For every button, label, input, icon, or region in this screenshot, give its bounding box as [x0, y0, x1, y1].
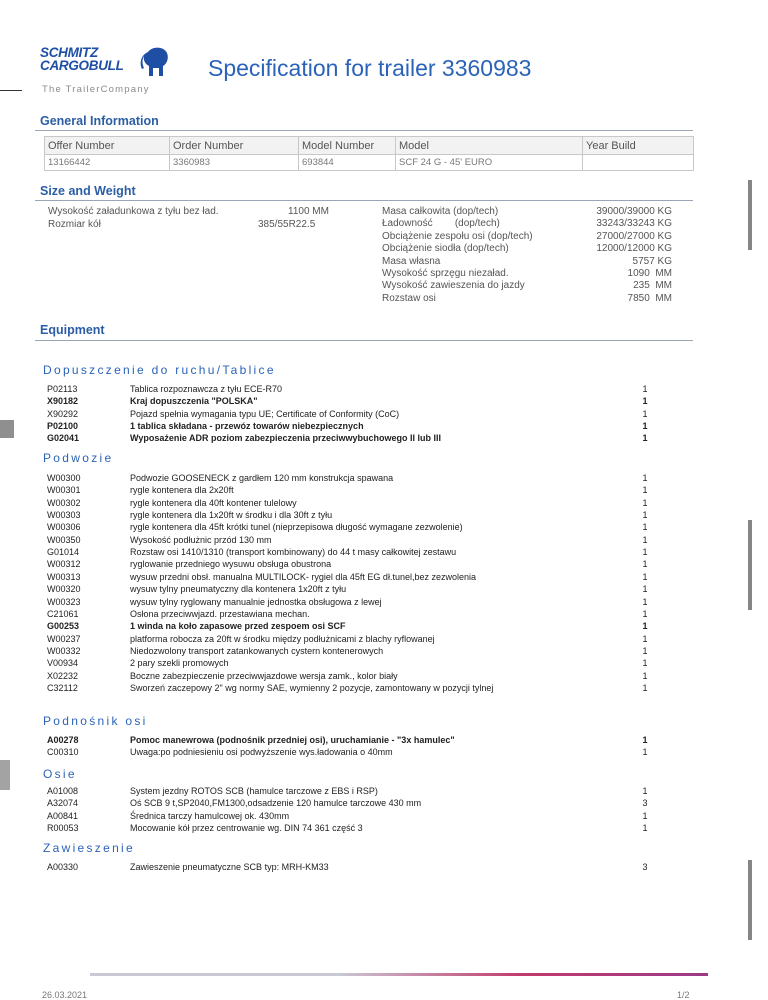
equipment-quantity: 1: [642, 823, 648, 834]
equipment-row: [0, 485, 768, 497]
column-header: Order Number: [170, 137, 299, 155]
equipment-code: C32112: [47, 682, 78, 693]
equipment-quantity: 3: [642, 862, 648, 872]
footer-date: 26.03.2021: [42, 990, 88, 1000]
equipment-quantity: 1: [642, 670, 648, 681]
scan-mark: [0, 760, 10, 790]
equipment-description: Średnica tarczy hamulcowej ok. 430mm: [130, 810, 290, 821]
equipment-quantity: 1: [642, 682, 648, 693]
year-build: [583, 155, 694, 171]
spec-label: Wysokość sprzęgu niezaład.: [382, 267, 509, 279]
equipment-description: 1 tablica składana - przewóz towarów niebezpiecznych: [130, 421, 364, 432]
column-header: Model Number: [299, 137, 396, 155]
spec-row: [382, 293, 672, 305]
equipment-row: [0, 823, 768, 835]
equipment-row: [0, 735, 768, 747]
equipment-code: A00330: [47, 862, 79, 872]
spec-label: Obciążenie siodła (dop/tech): [382, 243, 509, 255]
equipment-description: Boczne zabezpieczenie przeciwwjazdowe wersja zamk., kolor biały: [130, 670, 398, 681]
equipment-description: System jezdny ROTOS SCB (hamulce tarczowe z EBS i RSP): [130, 786, 378, 796]
equipment-description: Zawieszenie pneumatyczne SCB typ: MRH-KM33: [130, 862, 329, 872]
equipment-code: C00310: [47, 747, 79, 758]
model: SCF 24 G - 45' EURO: [396, 155, 583, 171]
equipment-description: Niedozwolony transport zatankowanych cystern kontenerowych: [130, 645, 384, 656]
offer-number: 13166442: [45, 155, 170, 171]
spec-value: 1090 MM: [627, 267, 672, 279]
spec-value: 7850 MM: [627, 292, 672, 304]
equipment-code: W00301: [47, 485, 81, 496]
section-divider: [35, 340, 693, 341]
equipment-quantity: 1: [642, 534, 648, 545]
equipment-quantity: 1: [642, 735, 648, 745]
equipment-code: A32074: [47, 798, 79, 809]
scan-mark: [0, 90, 22, 91]
order-number: 3360983: [170, 155, 299, 171]
equipment-code: A01008: [47, 786, 79, 796]
equipment-group-title: Dopuszczenie do ruchu/Tablice: [43, 363, 276, 377]
equipment-description: platforma robocza za 20ft w środku między podłużnicami z blachy ryflowanej: [130, 633, 435, 644]
equipment-quantity: 1: [642, 596, 648, 607]
equipment-group-title: Zawieszenie: [43, 841, 135, 855]
equipment-row: [0, 584, 768, 596]
scan-mark: [748, 860, 752, 940]
logo-tagline: The TrailerCompany: [42, 84, 150, 95]
section-divider: [35, 130, 693, 131]
weight-spec-list: [382, 206, 672, 305]
equipment-description: Podwozie GOOSENECK z gardłem 120 mm konstrukcja spawana: [130, 473, 394, 483]
equipment-description: Osłona przeciwwjazd. przestawiana mechan.: [130, 608, 310, 619]
equipment-row: [0, 862, 768, 874]
equipment-quantity: 3: [642, 798, 648, 809]
equipment-quantity: 1: [642, 433, 648, 444]
equipment-quantity: 1: [642, 547, 648, 558]
equipment-quantity: 1: [642, 584, 648, 595]
equipment-quantity: 1: [642, 633, 648, 644]
equipment-quantity: 1: [642, 621, 648, 632]
equipment-code: A00841: [47, 810, 79, 821]
equipment-row: [0, 634, 768, 646]
equipment-description: ryglowanie przedniego wysuwu obsługa obustrona: [130, 559, 332, 570]
equipment-quantity: 1: [642, 810, 648, 821]
spec-value: 33243/33243 KG: [596, 218, 672, 230]
equipment-row: [0, 572, 768, 584]
spec-label: Masa własna: [382, 255, 441, 267]
equipment-code: W00313: [47, 571, 81, 582]
column-header: Offer Number: [45, 137, 170, 155]
equipment-code: W00237: [47, 633, 81, 644]
equipment-row: [0, 658, 768, 670]
equipment-code: W00312: [47, 559, 81, 570]
equipment-quantity: 1: [642, 408, 648, 419]
spec-row: [382, 218, 672, 230]
logo-line-1: SCHMITZ: [40, 45, 98, 60]
equipment-description: wysuw tylny pneumatyczny dla kontenera 1x20ft z tyłu: [130, 584, 347, 595]
equipment-code: R00053: [47, 823, 79, 834]
equipment-code: C21061: [47, 608, 79, 619]
equipment-row: [0, 811, 768, 823]
table-row: [45, 155, 694, 171]
spec-value: 12000/12000 KG: [596, 243, 672, 255]
equipment-row: [0, 597, 768, 609]
equipment-code: G02041: [47, 433, 80, 444]
equipment-row: [0, 786, 768, 798]
spec-value: 385/55R22.5: [258, 219, 316, 230]
equipment-code: W00303: [47, 510, 81, 521]
size-and-weight-title: Size and Weight: [40, 184, 136, 198]
equipment-row: [0, 683, 768, 695]
equipment-row: [0, 473, 768, 485]
equipment-group-title: Osie: [43, 767, 77, 781]
equipment-quantity: 1: [642, 485, 648, 496]
spec-row: [382, 243, 672, 255]
spec-value: 39000/39000 KG: [596, 206, 672, 217]
equipment-description: Pojazd spełnia wymagania typu UE; Certificate of Conformity (CoC): [130, 408, 400, 419]
equipment-quantity: 1: [642, 786, 648, 796]
equipment-description: 1 winda na koło zapasowe przed zespoem osi SCF: [130, 621, 346, 632]
equipment-code: W00323: [47, 596, 81, 607]
logo-line-2: CARGOBULL: [40, 58, 124, 73]
equipment-quantity: 1: [642, 645, 648, 656]
equipment-code: V00934: [47, 658, 79, 669]
equipment-quantity: 1: [642, 658, 648, 669]
equipment-code: W00350: [47, 534, 81, 545]
spec-row: [382, 231, 672, 243]
equipment-description: Rozstaw osi 1410/1310 (transport kombinowany) do 44 t masy całkowitej zestawu: [130, 547, 457, 558]
equipment-code: A00278: [47, 735, 79, 745]
column-header: Model: [396, 137, 583, 155]
equipment-row: [0, 384, 768, 396]
equipment-description: 2 pary szekli promowych: [130, 658, 229, 669]
equipment-quantity: 1: [642, 510, 648, 521]
model-number: 693844: [299, 155, 396, 171]
page-number: 1/2: [677, 990, 690, 1000]
equipment-description: Wysokość podłużnic przód 130 mm: [130, 534, 272, 545]
equipment-description: Oś SCB 9 t,SP2040,FM1300,odsadzenie 120 hamulce tarczowe 430 mm: [130, 798, 422, 809]
equipment-quantity: 1: [642, 522, 648, 533]
footer-accent-line: [90, 973, 708, 976]
equipment-row: [0, 646, 768, 658]
equipment-quantity: 1: [642, 421, 648, 432]
elephant-logo-icon: [140, 46, 170, 80]
spec-label: Obciążenie zespołu osi (dop/tech): [382, 230, 533, 242]
equipment-description: rygle kontenera dla 40ft kontener tulelowy: [130, 497, 297, 508]
equipment-description: rygle kontenera dla 1x20ft w środku i dla 30ft z tyłu: [130, 510, 333, 521]
equipment-description: Sworzeń zaczepowy 2" wg normy SAE, wymienny 2 pozycje, zamontowany w pozycji tylnej: [130, 682, 494, 693]
section-divider: [35, 200, 693, 201]
spec-label: Masa całkowita (dop/tech): [382, 206, 499, 217]
scan-mark: [748, 520, 752, 610]
equipment-description: rygle kontenera dla 2x20ft: [130, 485, 234, 496]
spec-label: Rozstaw osi: [382, 292, 436, 304]
equipment-row: [0, 535, 768, 547]
spec-row: [382, 256, 672, 268]
equipment-code: W00300: [47, 473, 81, 483]
equipment-code: X02232: [47, 670, 79, 681]
equipment-description: Pomoc manewrowa (podnośnik przedniej osi), uruchamianie - "3x hamulec": [130, 735, 455, 745]
equipment-row: [0, 421, 768, 433]
equipment-code: W00320: [47, 584, 81, 595]
equipment-code: P02100: [47, 421, 79, 432]
equipment-row: [0, 498, 768, 510]
equipment-row: [0, 621, 768, 633]
equipment-row: [0, 798, 768, 810]
equipment-quantity: 1: [642, 571, 648, 582]
equipment-code: X90182: [47, 396, 79, 407]
spec-row: [382, 206, 672, 218]
equipment-row: [0, 559, 768, 571]
equipment-row: [0, 433, 768, 445]
general-information-title: General Information: [40, 114, 159, 128]
general-information-table: [44, 136, 694, 171]
spec-label: Wysokość załadunkowa z tyłu bez ład.: [48, 206, 219, 217]
document-title: Specification for trailer 3360983: [208, 55, 532, 81]
spec-row: [382, 268, 672, 280]
equipment-quantity: 1: [642, 608, 648, 619]
equipment-description: Tablica rozpoznawcza z tyłu ECE-R70: [130, 384, 283, 394]
equipment-quantity: 1: [642, 497, 648, 508]
equipment-row: [0, 671, 768, 683]
equipment-row: [0, 409, 768, 421]
equipment-quantity: 1: [642, 473, 648, 483]
equipment-row: [0, 522, 768, 534]
equipment-row: [0, 747, 768, 759]
equipment-description: wysuw przedni obsł. manualna MULTILOCK- rygiel dla 45ft EG dł.tunel,bez zezwolenia: [130, 571, 476, 582]
spec-value: 5757 KG: [632, 255, 672, 267]
spec-label: Wysokość zawieszenia do jazdy: [382, 280, 525, 292]
equipment-code: W00302: [47, 497, 81, 508]
spec-label: Rozmiar kół: [48, 219, 101, 230]
equipment-code: X90292: [47, 408, 79, 419]
equipment-description: Kraj dopuszczenia "POLSKA": [130, 396, 258, 407]
equipment-quantity: 1: [642, 747, 648, 758]
company-logo: [40, 46, 180, 98]
equipment-group-title: Podnośnik osi: [43, 714, 148, 728]
spec-value: 1100 MM: [288, 206, 329, 217]
equipment-group-title: Podwozie: [43, 451, 114, 465]
spec-row: [382, 280, 672, 292]
spec-value: 235 MM: [633, 280, 672, 292]
equipment-description: rygle kontenera dla 45ft krótki tunel (nieprzepisowa długość wymagane zezwolenie): [130, 522, 463, 533]
column-header: Year Build: [583, 137, 694, 155]
spec-value: 27000/27000 KG: [596, 230, 672, 242]
spec-label: Ładowność (dop/tech): [382, 218, 500, 230]
equipment-row: [0, 396, 768, 408]
equipment-quantity: 1: [642, 559, 648, 570]
scan-mark: [748, 180, 752, 250]
equipment-description: Uwaga:po podniesieniu osi podwyższenie wys.ładowania o 40mm: [130, 747, 393, 758]
scan-mark: [0, 420, 14, 438]
equipment-code: G01014: [47, 547, 80, 558]
table-header-row: [45, 137, 694, 155]
equipment-quantity: 1: [642, 396, 648, 407]
equipment-code: P02113: [47, 384, 78, 394]
equipment-row: [0, 547, 768, 559]
equipment-row: [0, 609, 768, 621]
equipment-description: wysuw tylny ryglowany manualnie jednostka obsługowa z lewej: [130, 596, 382, 607]
equipment-description: Mocowanie kół przez centrowanie wg. DIN 74 361 część 3: [130, 823, 363, 834]
equipment-title: Equipment: [40, 323, 105, 337]
equipment-quantity: 1: [642, 384, 648, 394]
equipment-description: Wyposażenie ADR poziom zabezpieczenia przeciwwybuchowego II lub III: [130, 433, 442, 444]
equipment-code: W00332: [47, 645, 81, 656]
equipment-code: G00253: [47, 621, 80, 632]
equipment-row: [0, 510, 768, 522]
equipment-code: W00306: [47, 522, 81, 533]
